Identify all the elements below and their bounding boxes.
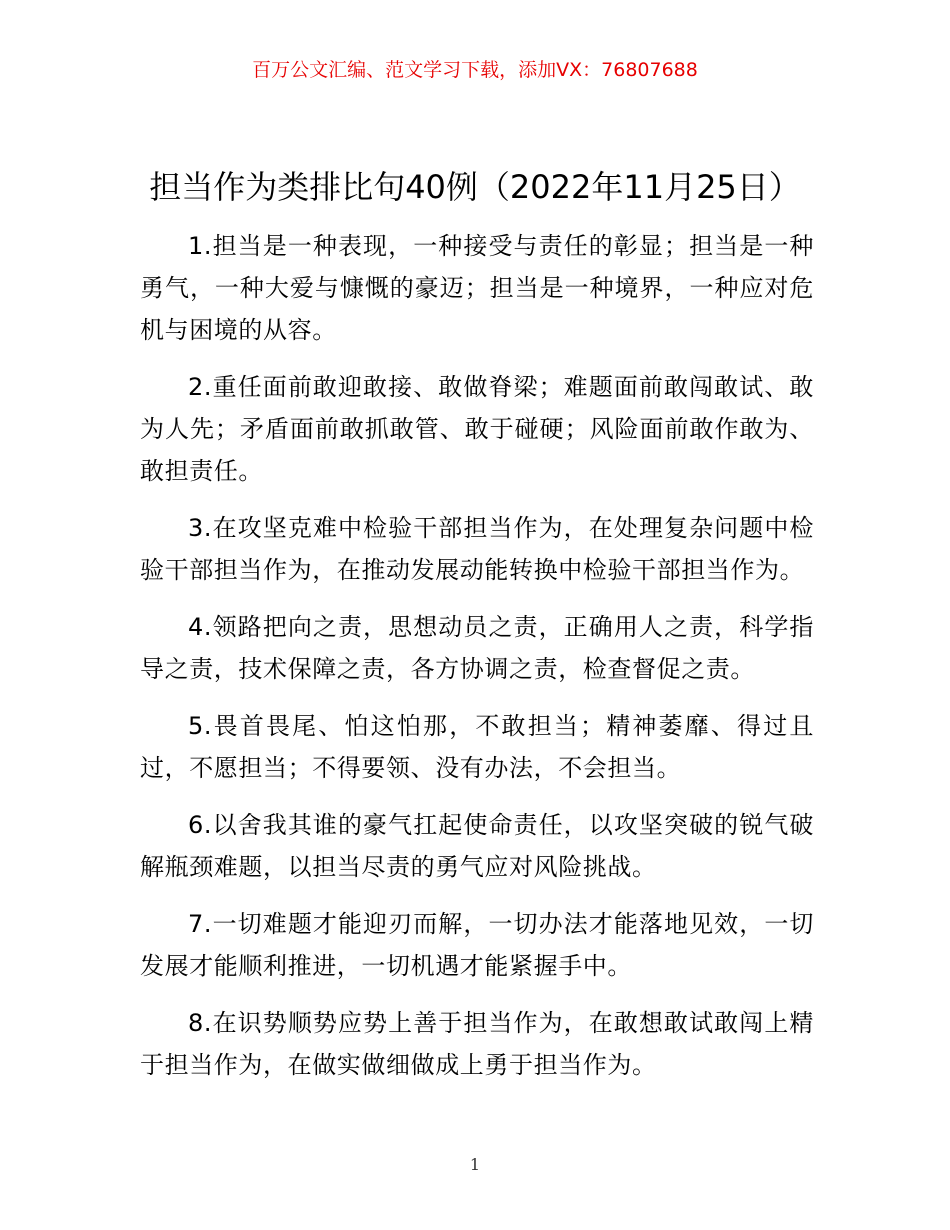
paragraph-1: 1.担当是一种表现，一种接受与责任的彰显；担当是一种勇气，一种大爱与慷慨的豪迈；担当是一种境界，一种应对危机与困境的从容。 [140, 232, 814, 344]
paragraph-8: 8.在识势顺势应势上善于担当作为，在敢想敢试敢闯上精于担当作为，在做实做细做成上勇于担当作为。 [140, 1009, 814, 1079]
paragraph-7: 7.一切难题才能迎刃而解，一切办法才能落地见效，一切发展才能顺利推进，一切机遇才能紧握手中。 [140, 910, 814, 980]
paragraph-5: 5.畏首畏尾、怕这怕那，不敢担当；精神萎靡、得过且过，不愿担当；不得要领、没有办法，不会担当。 [140, 712, 814, 782]
document-title: 担当作为类排比句40例（2022年11月25日） [149, 168, 801, 206]
paragraph-3: 3.在攻坚克难中检验干部担当作为，在处理复杂问题中检验干部担当作为，在推动发展动能转换中检验干部担当作为。 [140, 514, 814, 584]
paragraph-2: 2.重任面前敢迎敢接、敢做脊梁；难题面前敢闯敢试、敢为人先；矛盾面前敢抓敢管、敢于碰硬；风险面前敢作敢为、敢担责任。 [140, 373, 814, 485]
paragraph-4: 4.领路把向之责，思想动员之责，正确用人之责，科学指导之责，技术保障之责，各方协调之责，检查督促之责。 [140, 613, 814, 683]
paragraph-6: 6.以舍我其谁的豪气扛起使命责任，以攻坚突破的锐气破解瓶颈难题，以担当尽责的勇气应对风险挑战。 [140, 811, 814, 881]
page-number: 1 [469, 1155, 481, 1174]
document-body [140, 225, 814, 1101]
header-banner: 百万公文汇编、范文学习下载，添加VX：76807688 [252, 59, 698, 81]
